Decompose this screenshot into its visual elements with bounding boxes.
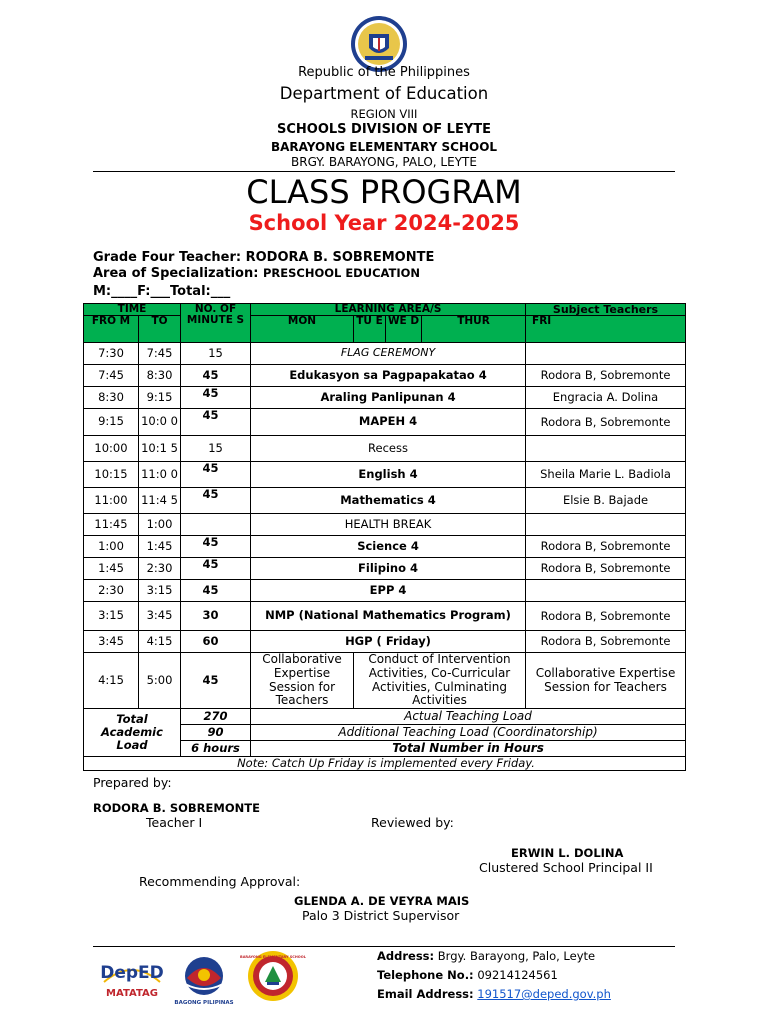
class-program-table: [83, 303, 686, 771]
footer-telephone: [377, 968, 558, 982]
catch-up-friday-note: Note: Catch Up Friday is implemented every Friday.: [84, 757, 686, 771]
cell-subject: Araling Panlipunan 4: [251, 387, 526, 409]
cell-subject: EPP 4: [251, 580, 526, 602]
cell-minutes: [181, 514, 251, 536]
total-hours-value: 6 hours: [181, 741, 251, 757]
cell-minutes: 45: [181, 488, 251, 514]
recommending-approval-label: Recommending Approval:: [139, 874, 301, 889]
region-line: REGION VIII: [350, 107, 418, 121]
cell-from: 1:00: [84, 536, 139, 558]
cell-from: 11:00: [84, 488, 139, 514]
cell-minutes: 45: [181, 462, 251, 488]
table-row: [84, 409, 686, 436]
bagong-pilipinas-text: BAGONG PILIPINAS: [174, 1000, 234, 1006]
table-row: [84, 514, 686, 536]
preparer-title: Teacher I: [146, 815, 203, 830]
header-tue: TU E: [354, 316, 386, 343]
actual-teaching-load-value: 270: [181, 709, 251, 725]
cell-to: 5:00: [139, 653, 181, 709]
table-row: [84, 436, 686, 462]
prepared-by-label: Prepared by:: [93, 775, 172, 790]
cell-to: 1:00: [139, 514, 181, 536]
department-line: Department of Education: [279, 84, 489, 103]
cell-to: 3:15: [139, 580, 181, 602]
cell-minutes: 60: [181, 631, 251, 653]
cell-from: 9:15: [84, 409, 139, 436]
cell-from: 10:00: [84, 436, 139, 462]
reviewer-title: Clustered School Principal II: [479, 860, 653, 875]
bagong-pilipinas-logo: [173, 954, 235, 1006]
cell-from: 11:45: [84, 514, 139, 536]
cell-from: 4:15: [84, 653, 139, 709]
footer-address: [377, 949, 595, 963]
cell-teacher: [526, 343, 686, 365]
reviewer-name: ERWIN L. DOLINA: [511, 846, 624, 860]
email-label: Email Address:: [377, 987, 474, 1001]
email-link[interactable]: 191517@deped.gov.ph: [477, 987, 611, 1001]
cell-subject: Mathematics 4: [251, 488, 526, 514]
cell-mon-activity: Collaborative Expertise Session for Teachers: [251, 653, 354, 709]
cell-to: 11:4 5: [139, 488, 181, 514]
cell-subject: FLAG CEREMONY: [251, 343, 526, 365]
header-rule: [93, 171, 675, 172]
table-row: [84, 602, 686, 631]
additional-teaching-load-label: Additional Teaching Load (Coordinatorship): [251, 725, 686, 741]
cell-subject: English 4: [251, 462, 526, 488]
cell-to: 10:1 5: [139, 436, 181, 462]
table-row: [84, 631, 686, 653]
cell-teacher: [526, 580, 686, 602]
table-row: [84, 580, 686, 602]
page-title: CLASS PROGRAM: [246, 173, 522, 211]
table-row-collaborative: [84, 653, 686, 709]
teacher-line: Grade Four Teacher: RODORA B. SOBREMONTE: [93, 250, 435, 265]
school-seal-text: BARAYONG ELEMENTARY SCHOOL: [240, 955, 306, 959]
cell-teacher: Rodora B, Sobremonte: [526, 409, 686, 436]
header-from: FRO M: [84, 316, 139, 343]
cell-subject: Science 4: [251, 536, 526, 558]
cell-to: 9:15: [139, 387, 181, 409]
table-row: [84, 558, 686, 580]
header-wed: WE D: [386, 316, 422, 343]
cell-minutes: 15: [181, 436, 251, 462]
cell-weekday-activity: Conduct of Intervention Activities, Co-Curricular Activities, Culminating Activities: [354, 653, 526, 709]
school-address-line: BRGY. BARAYONG, PALO, LEYTE: [291, 155, 477, 169]
address-value: Brgy. Barayong, Palo, Leyte: [434, 949, 596, 963]
reviewed-by-label: Reviewed by:: [371, 815, 454, 830]
address-label: Address:: [377, 949, 435, 963]
cell-from: 7:45: [84, 365, 139, 387]
division-line: SCHOOLS DIVISION OF LEYTE: [276, 122, 492, 137]
approver-name: GLENDA A. DE VEYRA MAIS: [294, 894, 470, 908]
specialization-line: [93, 266, 420, 281]
cell-to: 10:0 0: [139, 409, 181, 436]
table-row: [84, 365, 686, 387]
cell-to: 3:45: [139, 602, 181, 631]
header-fri: FRI: [526, 316, 686, 343]
table-row: [84, 536, 686, 558]
cell-teacher: Elsie B. Bajade: [526, 488, 686, 514]
cell-from: 7:30: [84, 343, 139, 365]
preparer-name: RODORA B. SOBREMONTE: [93, 801, 260, 815]
specialization-label: Area of Specialization:: [93, 266, 263, 281]
cell-teacher: [526, 436, 686, 462]
cell-to: 2:30: [139, 558, 181, 580]
cell-teacher: Sheila Marie L. Badiola: [526, 462, 686, 488]
cell-subject: MAPEH 4: [251, 409, 526, 436]
school-seal-logo: [240, 950, 306, 1002]
cell-from: 3:45: [84, 631, 139, 653]
deped-matatag-logo: [96, 954, 168, 1004]
cell-to: 4:15: [139, 631, 181, 653]
cell-minutes: 45: [181, 536, 251, 558]
telephone-label: Telephone No.:: [377, 968, 474, 982]
header-thur: THUR: [422, 316, 526, 343]
matatag-logo-text: MATATAG: [106, 988, 158, 999]
cell-minutes: 45: [181, 365, 251, 387]
table-row: [84, 343, 686, 365]
total-hours-label: Total Number in Hours: [251, 741, 686, 757]
cell-from: 1:45: [84, 558, 139, 580]
cell-from: 3:15: [84, 602, 139, 631]
cell-teacher: Rodora B, Sobremonte: [526, 365, 686, 387]
footer-email: [377, 987, 611, 1001]
additional-teaching-load-value: 90: [181, 725, 251, 741]
cell-minutes: 45: [181, 409, 251, 436]
cell-to: 7:45: [139, 343, 181, 365]
cell-teacher: Rodora B, Sobremonte: [526, 631, 686, 653]
note-row: [84, 757, 686, 771]
cell-minutes: 15: [181, 343, 251, 365]
cell-to: 1:45: [139, 536, 181, 558]
enrollment-line: M:____F:___Total:___: [93, 284, 231, 299]
totals-row-actual: [84, 709, 686, 725]
footer-rule: [93, 946, 675, 947]
cell-fri-activity: Collaborative Expertise Session for Teachers: [526, 653, 686, 709]
cell-minutes: 45: [181, 580, 251, 602]
cell-minutes: 45: [181, 653, 251, 709]
school-line: BARAYONG ELEMENTARY SCHOOL: [270, 140, 498, 154]
approver-title: Palo 3 District Supervisor: [302, 908, 460, 923]
total-academic-load-label: Total Academic Load: [84, 709, 181, 757]
cell-minutes: 45: [181, 387, 251, 409]
cell-from: 10:15: [84, 462, 139, 488]
actual-teaching-load-label: Actual Teaching Load: [251, 709, 686, 725]
specialization-value: PRESCHOOL EDUCATION: [262, 266, 421, 280]
cell-from: 8:30: [84, 387, 139, 409]
header-minutes: NO. OF MINUTE S: [181, 304, 251, 343]
cell-teacher: [526, 514, 686, 536]
deped-logo-text: DepED: [100, 963, 164, 983]
cell-teacher: Engracia A. Dolina: [526, 387, 686, 409]
cell-from: 2:30: [84, 580, 139, 602]
header-subject-teachers: Subject Teachers: [526, 304, 686, 316]
cell-to: 11:0 0: [139, 462, 181, 488]
header-to: TO: [139, 316, 181, 343]
cell-to: 8:30: [139, 365, 181, 387]
header-mon: MON: [251, 316, 354, 343]
cell-subject: NMP (National Mathematics Program): [251, 602, 526, 631]
cell-subject: HGP ( Friday): [251, 631, 526, 653]
cell-teacher: Rodora B, Sobremonte: [526, 558, 686, 580]
table-row: [84, 488, 686, 514]
telephone-value: 09214124561: [473, 968, 558, 982]
cell-teacher: Rodora B, Sobremonte: [526, 536, 686, 558]
cell-teacher: Rodora B, Sobremonte: [526, 602, 686, 631]
republic-line: Republic of the Philippines: [298, 65, 470, 80]
cell-minutes: 30: [181, 602, 251, 631]
cell-minutes: 45: [181, 558, 251, 580]
cell-subject: HEALTH BREAK: [251, 514, 526, 536]
table-row: [84, 387, 686, 409]
table-row: [84, 462, 686, 488]
cell-subject: Recess: [251, 436, 526, 462]
cell-subject: Edukasyon sa Pagpapakatao 4: [251, 365, 526, 387]
header-time: TIME: [84, 304, 181, 316]
header-learning-area: LEARNING AREA/S: [251, 304, 526, 316]
cell-subject: Filipino 4: [251, 558, 526, 580]
school-year: School Year 2024-2025: [248, 211, 520, 235]
